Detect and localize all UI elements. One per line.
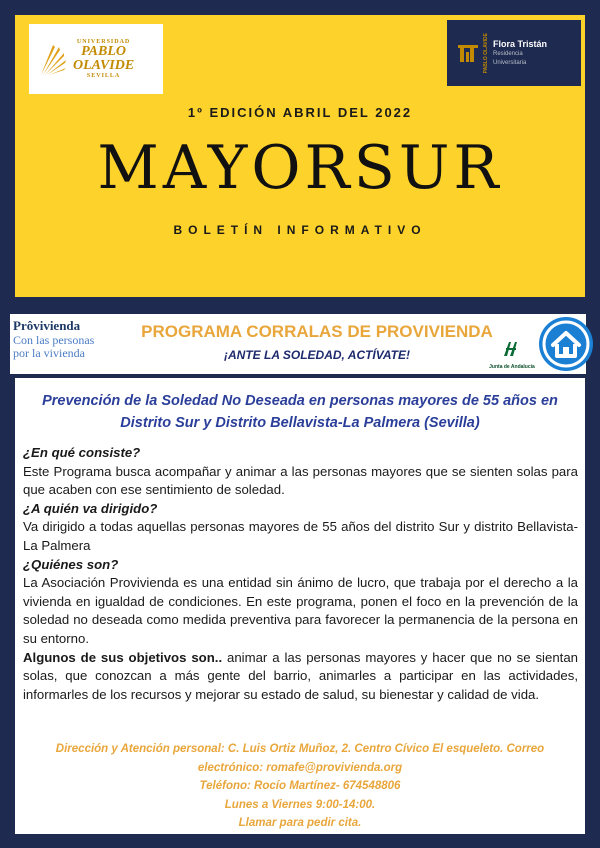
flora-sub-2: Universitaria	[493, 60, 527, 66]
flora-tristan-logo	[447, 20, 581, 86]
provivienda-logo	[13, 318, 94, 359]
question-what: ¿En qué consiste?	[23, 445, 141, 460]
provivienda-tagline-2: por la vivienda	[13, 345, 85, 360]
program-slogan: ¡ANTE LA SOLEDAD, ACTÍVATE!	[224, 348, 410, 362]
content-body	[23, 444, 578, 704]
content-heading: Prevención de la Soledad No Deseada en personas mayores de 55 años en Distrito Sur y Distrito Bellavista-La Palmera (Sevilla)	[42, 393, 558, 431]
question-who-for: ¿A quién va dirigido?	[23, 500, 158, 516]
junta-andalucia-label: Junta de Andalucía	[489, 364, 535, 370]
contact-info	[25, 740, 575, 833]
contact-line-phone: Teléfono: Rocío Martínez- 674548806	[199, 780, 401, 792]
answer-what: Este Programa busca acompañar y animar a las personas mayores que se sienten solas para que acaben con ese sentimiento de soledad.	[23, 463, 578, 498]
objectives-text: animar a las personas mayores y hacer que no se sientan solas, que conozcan a más gente del barrio, animarles a participar en las actividades, informarles de los recursos y mejorar su estado de salud, su bienestar y calidad de vida.	[23, 649, 578, 702]
sunburst-icon	[39, 39, 67, 79]
objectives-paragraph	[23, 649, 578, 705]
upo-logo-name-1: PABLO	[81, 44, 127, 59]
contact-line-hours: Lunes a Viernes 9:00-14:00.	[224, 798, 376, 811]
newsletter-title: MAYORSUR	[97, 133, 503, 203]
header-panel	[15, 15, 585, 297]
answer-who-for: Va dirigido a todas aquellas personas mayores de 55 años del distrito Sur y distrito Bellavista- La Palmera	[23, 519, 578, 553]
upo-logo-top: UNIVERSIDAD	[76, 39, 131, 45]
upo-logo-bottom: SEVILLA	[86, 73, 121, 79]
upo-logo-name-2: OLAVIDE	[73, 58, 135, 73]
junta-andalucia-icon	[501, 340, 523, 358]
flora-sub-1: Residencia	[493, 50, 523, 57]
contact-line-appointment: Llamar para pedir cita.	[238, 817, 362, 829]
program-banner	[10, 314, 586, 374]
flora-upo-label: PABLO OLAVIDE	[483, 32, 489, 74]
flora-name: Flora Tristán	[493, 38, 548, 49]
objectives-label: Algunos de sus objetivos son..	[23, 649, 223, 665]
edition-label: 1º EDICIÓN ABRIL DEL 2022	[187, 105, 413, 120]
answer-who-are: La Asociación Provivienda es una entidad sin ánimo de lucro, que trabaja por el derecho a la vivienda en igualdad de condiciones. En este programa, ponen el foco en la prevención de la soledad no deseada como medida preventiva para favorecer la permanencia de la persona en su entorno.	[23, 575, 578, 646]
home-icon	[538, 316, 594, 372]
upo-logo	[29, 24, 163, 94]
provivienda-tagline-1: Con las personas	[13, 333, 95, 347]
junta-andalucia-logo	[484, 340, 540, 370]
flora-tristan-icon	[457, 42, 479, 64]
contact-line-address: Dirección y Atención personal: C. Luis Ortiz Muñoz, 2. Centro Cívico El esqueleto. Correo	[55, 743, 545, 755]
question-who-are: ¿Quiénes son?	[23, 556, 119, 572]
contact-line-email: electrónico: romafe@provivienda.org	[197, 761, 403, 774]
provivienda-name: Prôvivienda	[13, 318, 81, 333]
program-title: PROGRAMA CORRALAS DE PROVIVIENDA	[141, 322, 493, 341]
newsletter-subtitle: BOLETÍN INFORMATIVO	[173, 223, 427, 237]
content-panel	[15, 378, 585, 834]
